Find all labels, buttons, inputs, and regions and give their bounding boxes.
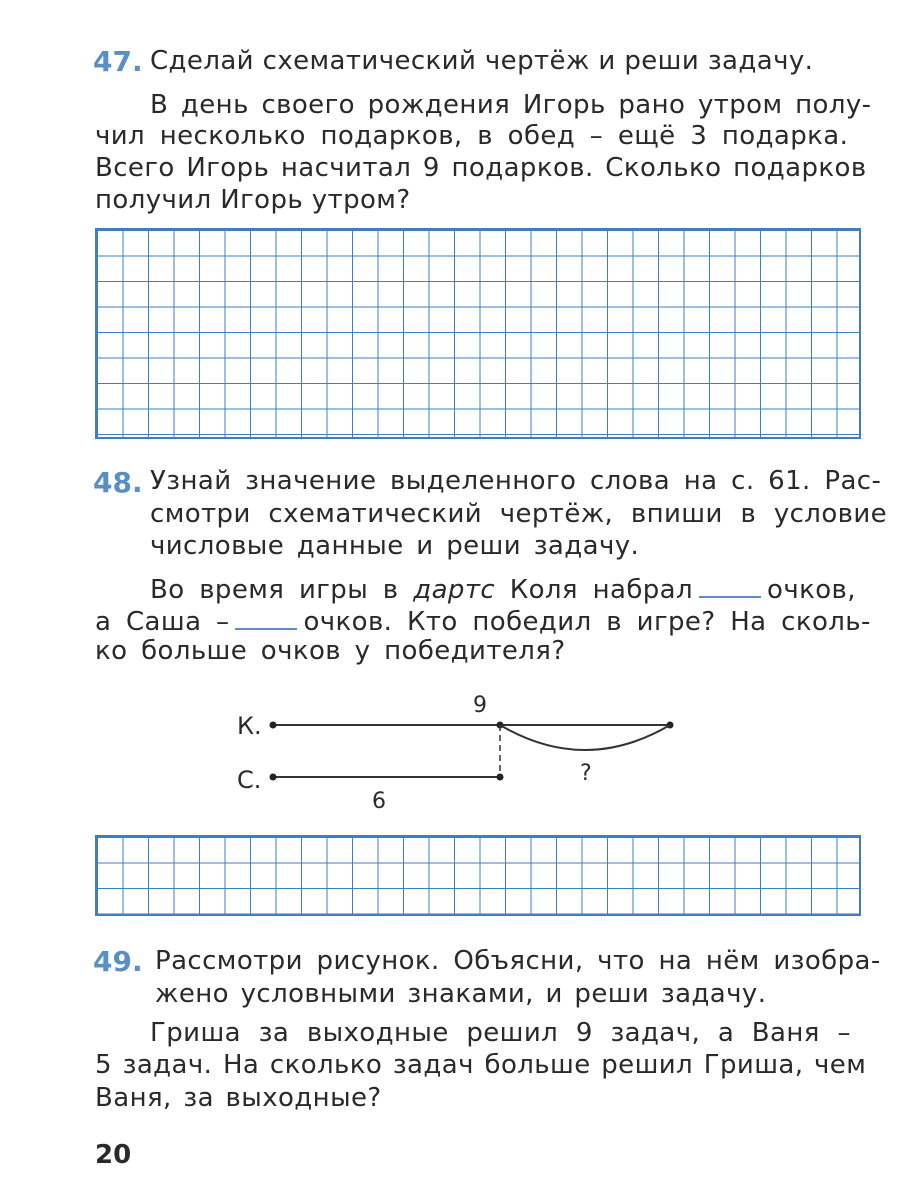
task-text-line: Ваня, за выходные? bbox=[95, 1083, 382, 1113]
point bbox=[270, 722, 277, 729]
task-instruction: Рассмотри рисунок. Объясни, что на нём изобра- bbox=[155, 946, 881, 976]
value-bottom: 6 bbox=[372, 789, 386, 814]
label-kolya: К. bbox=[237, 712, 262, 740]
task-text-line: ко больше очков у победителя? bbox=[95, 636, 566, 666]
blank-field-sasha[interactable] bbox=[235, 604, 297, 630]
task-instruction: смотри схематический чертёж, впиши в условие bbox=[150, 499, 888, 529]
text-fragment: Во время игры в bbox=[150, 575, 414, 605]
task-text-line: В день своего рождения Игорь рано утром полу- bbox=[150, 90, 872, 120]
task-text-line: чил несколько подарков, в обед – ещё 3 подарка. bbox=[95, 121, 849, 151]
question-mark: ? bbox=[580, 761, 592, 786]
answer-grid[interactable] bbox=[95, 228, 861, 439]
text-fragment: очков, bbox=[767, 575, 856, 605]
segment-diagram bbox=[0, 680, 900, 820]
task-number: 48. bbox=[93, 466, 143, 499]
task-text-line: 5 задач. На сколько задач больше решил Гриша, чем bbox=[95, 1050, 867, 1080]
answer-grid[interactable] bbox=[95, 835, 861, 916]
text-fragment: Коля набрал bbox=[495, 575, 694, 605]
task-instruction: Узнай значение выделенного слова на с. 61. Рас- bbox=[150, 466, 882, 496]
text-fragment: очков. Кто победил в игре? На сколь- bbox=[303, 607, 871, 637]
task-number: 47. bbox=[93, 45, 143, 78]
page-number: 20 bbox=[95, 1140, 132, 1170]
point bbox=[270, 774, 277, 781]
task-text-line: Всего Игорь насчитал 9 подарков. Сколько подарков bbox=[95, 153, 867, 183]
task-text-line bbox=[150, 572, 856, 605]
difference-arc bbox=[500, 725, 670, 750]
highlighted-word: дартс bbox=[413, 575, 496, 605]
label-sasha: С. bbox=[237, 766, 262, 794]
task-number: 49. bbox=[93, 945, 143, 978]
task-text-line bbox=[95, 604, 871, 637]
task-text-line: Гриша за выходные решил 9 задач, а Ваня – bbox=[150, 1018, 851, 1048]
task-text-line: получил Игорь утром? bbox=[95, 185, 411, 215]
text-fragment: а Саша – bbox=[95, 607, 230, 637]
value-top: 9 bbox=[473, 693, 487, 718]
blank-field-kolya[interactable] bbox=[699, 572, 761, 598]
task-instruction: жено условными знаками, и реши задачу. bbox=[155, 979, 767, 1009]
task-instruction: Сделай схематический чертёж и реши задачу. bbox=[150, 46, 814, 76]
task-instruction: числовые данные и реши задачу. bbox=[150, 531, 640, 561]
